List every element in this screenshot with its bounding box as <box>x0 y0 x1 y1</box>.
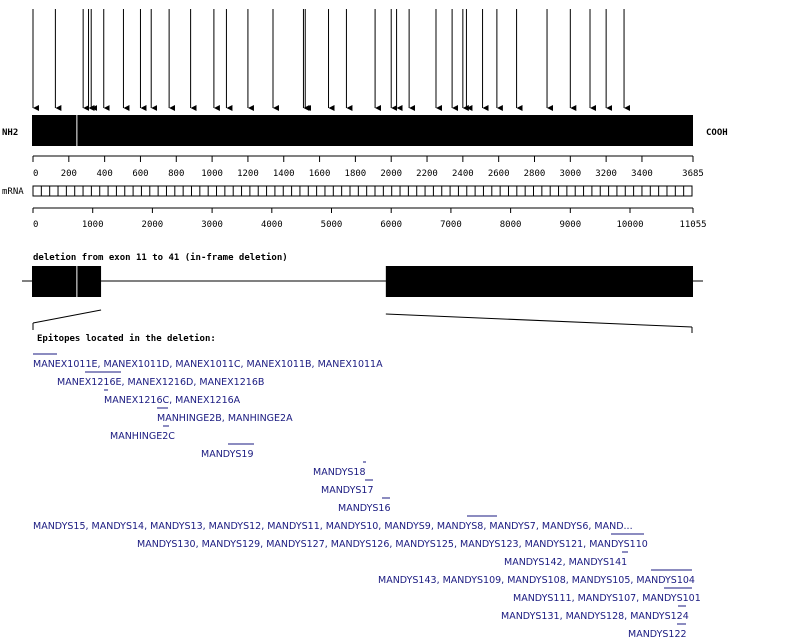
protein-tick-label-3200: 3200 <box>595 169 617 179</box>
mrna-tick-label-9000: 9000 <box>559 220 582 230</box>
zoom-right-line <box>386 314 692 327</box>
protein-tick-label-600: 600 <box>132 169 149 179</box>
mrna-bar <box>33 186 692 196</box>
protein-tick-label-400: 400 <box>96 169 113 179</box>
mrna-tick-label-0: 0 <box>33 220 39 230</box>
protein-tick-label-1000: 1000 <box>201 169 223 179</box>
protein-bar <box>32 115 693 146</box>
protein-tick-label-2600: 2600 <box>487 169 510 179</box>
epitope-row-3: MANEX1216C, MANEX1216A <box>104 395 241 406</box>
protein-tick-label-2400: 2400 <box>452 169 474 179</box>
mrna-label: mRNA <box>2 187 24 197</box>
mrna-scale-ticks <box>33 208 693 230</box>
deletion-retained-left-block <box>32 266 101 297</box>
protein-tick-label-200: 200 <box>60 169 77 179</box>
epitope-row-8: MANDYS17 <box>321 485 374 496</box>
deletion-title: deletion from exon 11 to 41 (in-frame deletion) <box>33 253 288 263</box>
mrna-tick-label-4000: 4000 <box>260 220 283 230</box>
protein-scale-end-label: 3685 <box>682 169 704 179</box>
protein-tick-label-1800: 1800 <box>344 169 367 179</box>
protein-tick-label-1400: 1400 <box>272 169 295 179</box>
epitope-row-13: MANDYS143, MANDYS109, MANDYS108, MANDYS105, MANDYS104 <box>378 575 695 586</box>
epitope-row-14: MANDYS111, MANDYS107, MANDYS101 <box>513 593 701 604</box>
mrna-scale-end-label: 11055 <box>679 220 707 230</box>
protein-tick-label-0: 0 <box>33 169 39 179</box>
epitopes-title: Epitopes located in the deletion: <box>37 334 216 344</box>
epitope-row-15: MANDYS131, MANDYS128, MANDYS124 <box>501 611 689 622</box>
epitope-arrows <box>33 9 624 108</box>
c-terminus-label: COOH <box>706 128 728 138</box>
protein-tick-label-1200: 1200 <box>237 169 259 179</box>
epitope-row-9: MANDYS16 <box>338 503 391 514</box>
mrna-tick-label-10000: 10000 <box>616 220 644 230</box>
mrna-tick-label-2000: 2000 <box>141 220 164 230</box>
zoom-left-line <box>33 310 101 323</box>
epitope-row-11: MANDYS130, MANDYS129, MANDYS127, MANDYS126, MANDYS125, MANDYS123, MANDYS121, MANDYS110 <box>137 539 648 550</box>
protein-tick-label-2000: 2000 <box>380 169 403 179</box>
protein-tick-label-2200: 2200 <box>416 169 438 179</box>
protein-tick-label-2800: 2800 <box>523 169 546 179</box>
mrna-tick-label-5000: 5000 <box>320 220 343 230</box>
mrna-tick-label-3000: 3000 <box>201 220 223 230</box>
epitope-row-6: MANDYS19 <box>201 449 254 460</box>
epitope-row-5: MANHINGE2C <box>110 431 175 442</box>
epitope-row-7: MANDYS18 <box>313 467 366 478</box>
epitope-row-16: MANDYS122 <box>628 629 687 639</box>
protein-scale-ticks <box>33 156 693 179</box>
epitope-list <box>33 354 701 639</box>
epitope-row-1: MANEX1011E, MANEX1011D, MANEX1011C, MANEX1011B, MANEX1011A <box>33 359 383 370</box>
protein-tick-label-800: 800 <box>168 169 185 179</box>
n-terminus-label: NH2 <box>2 128 19 138</box>
mrna-tick-label-7000: 7000 <box>440 220 462 230</box>
epitope-row-4: MANHINGE2B, MANHINGE2A <box>157 413 293 424</box>
epitope-row-10: MANDYS15, MANDYS14, MANDYS13, MANDYS12, MANDYS11, MANDYS10, MANDYS9, MANDYS8, MANDYS7, MANDYS6, MAND... <box>33 521 633 532</box>
mrna-tick-label-8000: 8000 <box>499 220 522 230</box>
epitope-row-12: MANDYS142, MANDYS141 <box>504 557 628 568</box>
protein-tick-label-1600: 1600 <box>308 169 331 179</box>
protein-tick-label-3400: 3400 <box>631 169 653 179</box>
deletion-retained-right-block <box>386 266 693 297</box>
epitope-row-2: MANEX1216E, MANEX1216D, MANEX1216B <box>57 377 265 388</box>
mrna-tick-label-1000: 1000 <box>81 220 104 230</box>
protein-tick-label-3000: 3000 <box>559 169 582 179</box>
mrna-tick-label-6000: 6000 <box>380 220 403 230</box>
